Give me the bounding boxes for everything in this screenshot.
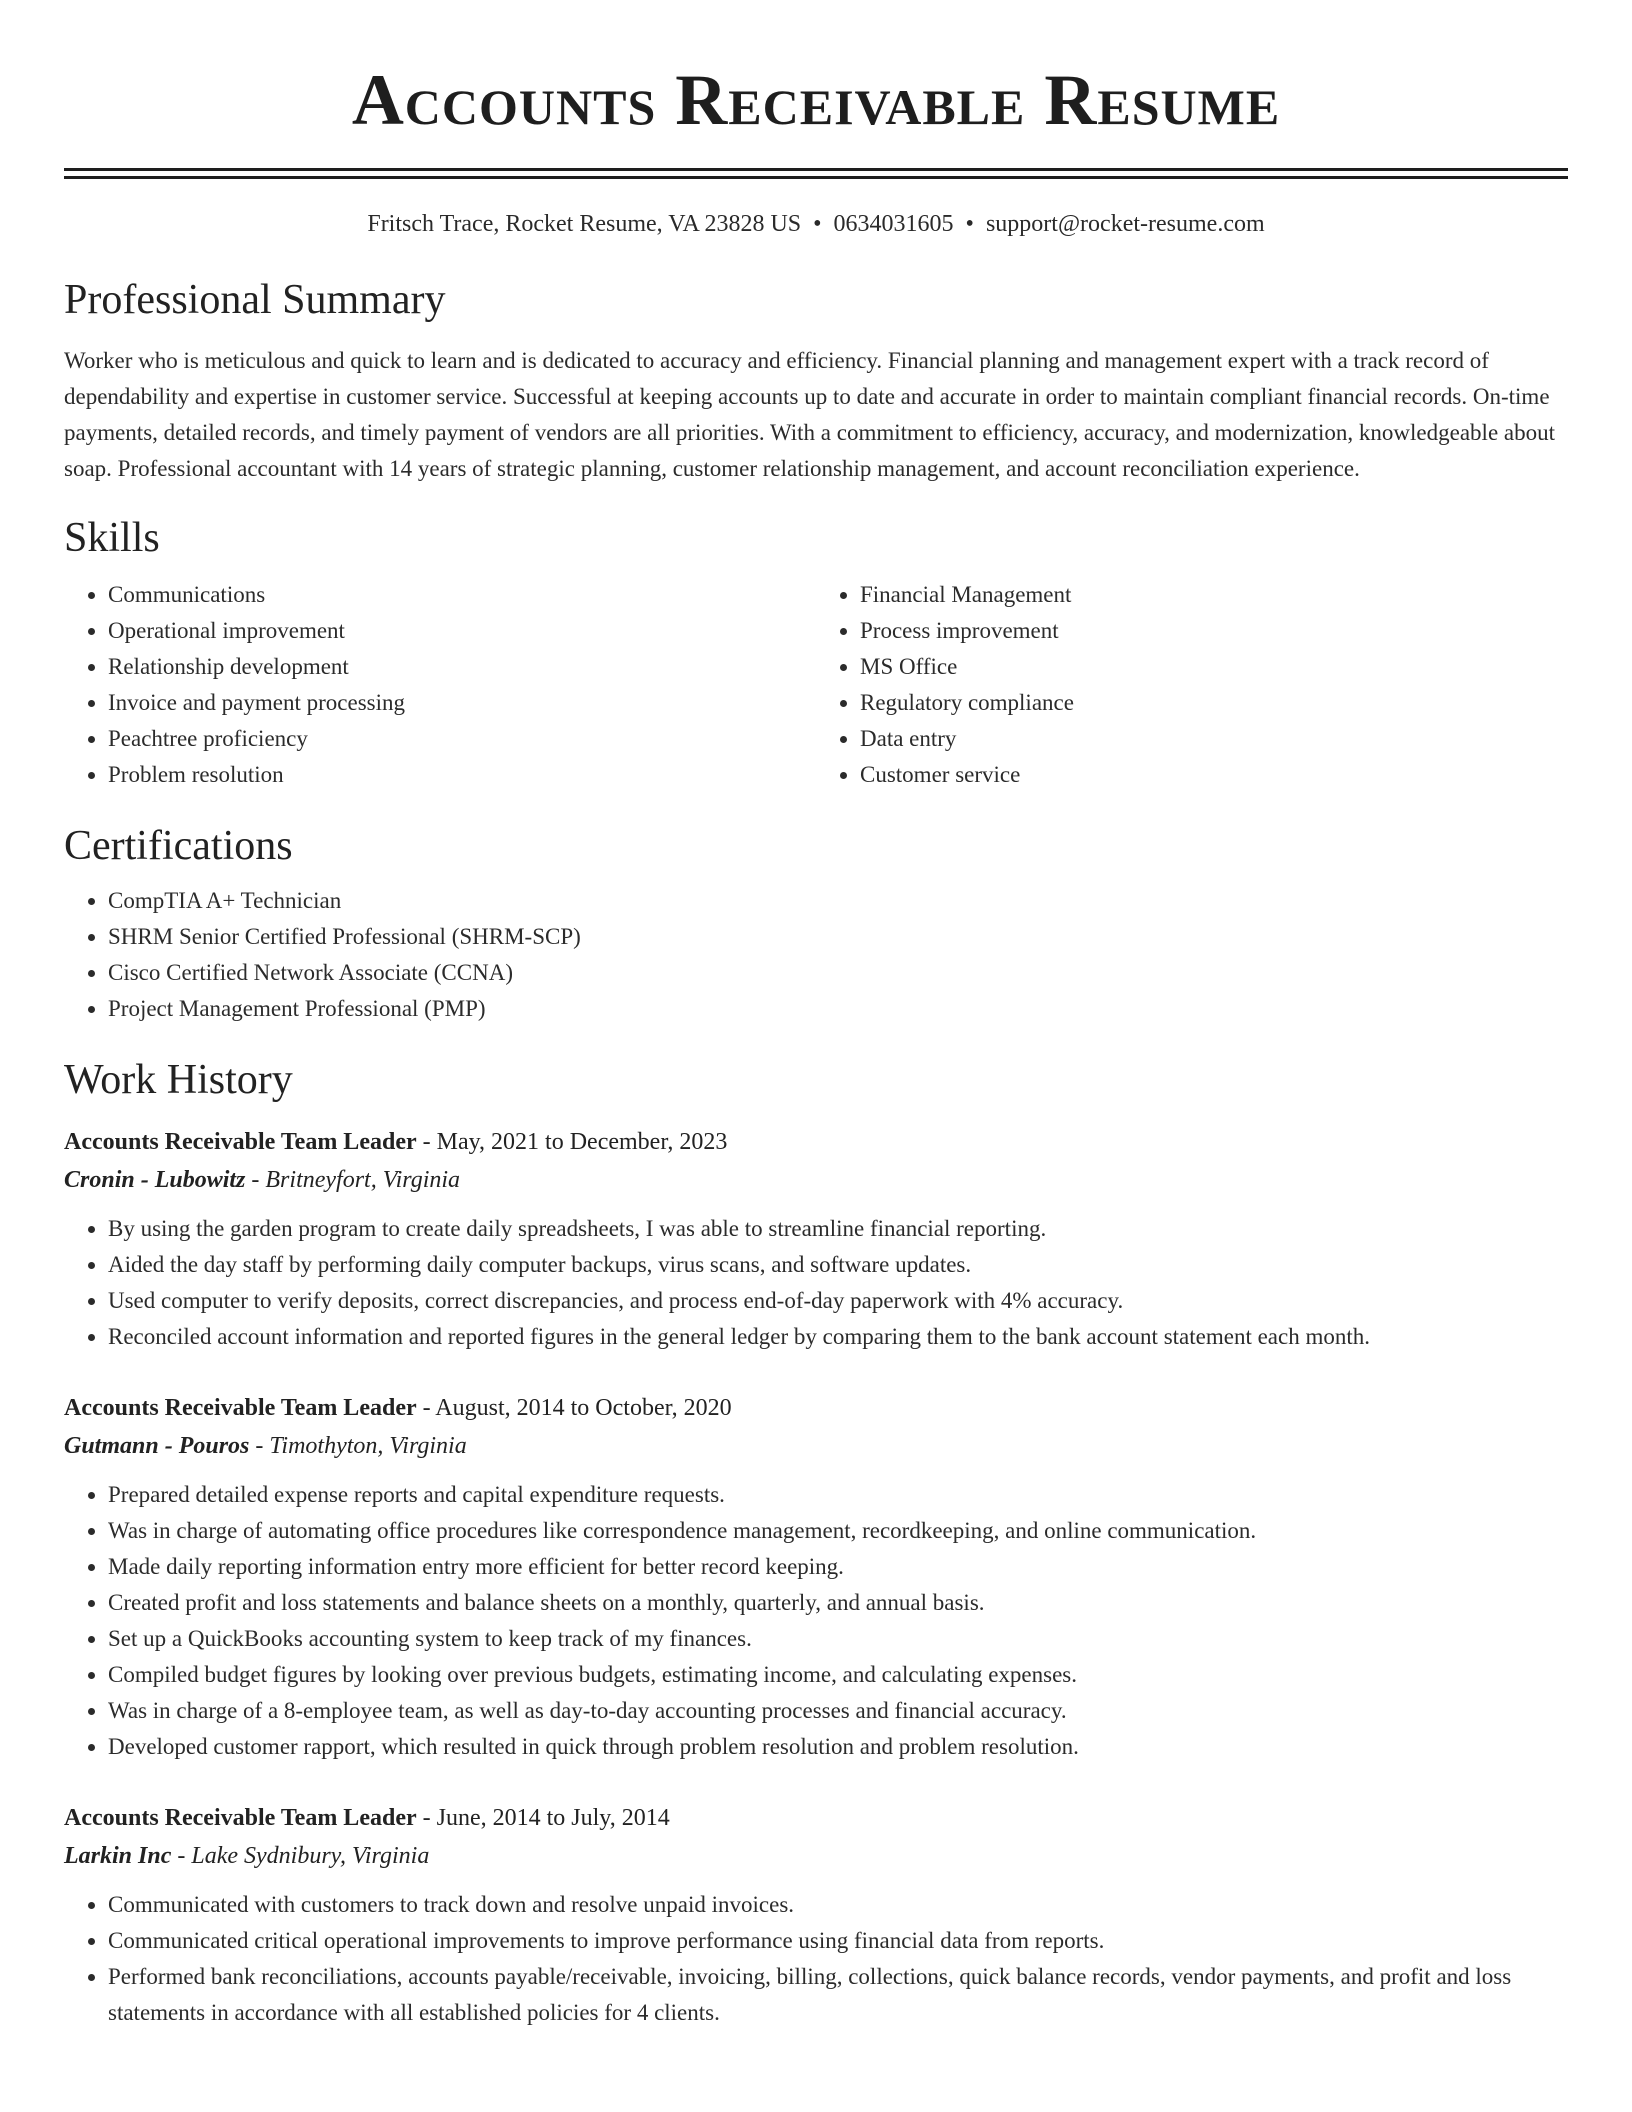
company-line	[64, 1427, 1568, 1465]
job-duty: • Set up a QuickBooks accounting system to keep track of my finances.	[108, 1621, 1568, 1657]
skill-item: • Peachtree proficiency	[108, 721, 816, 757]
job-entry	[64, 1123, 1568, 1355]
job-duty: • Made daily reporting information entry more efficient for better record keeping.	[108, 1549, 1568, 1585]
skill-item: • Operational improvement	[108, 613, 816, 649]
job-duty: • Created profit and loss statements and balance sheets on a monthly, quarterly, and annual basis.	[108, 1585, 1568, 1621]
job-duty: • Aided the day staff by performing daily computer backups, virus scans, and software updates.	[108, 1247, 1568, 1283]
skill-item: • Relationship development	[108, 649, 816, 685]
certification-item: • Project Management Professional (PMP)	[108, 991, 1568, 1027]
job-entry	[64, 1389, 1568, 1765]
title-divider-bottom	[64, 176, 1568, 179]
contact-phone: 0634031605	[833, 211, 954, 237]
job-title-line	[64, 1123, 1568, 1161]
job-duty: • Communicated with customers to track down and resolve unpaid invoices.	[108, 1887, 1568, 1923]
job-duty: • Communicated critical operational improvements to improve performance using financial data from reports.	[108, 1923, 1568, 1959]
job-duties-list	[64, 1211, 1568, 1355]
job-entry	[64, 1799, 1568, 2031]
skill-item: • Financial Management	[860, 577, 1568, 613]
skills-heading: Skills	[64, 515, 160, 561]
company-name: Cronin - Lubowitz	[64, 1167, 246, 1193]
skill-item: • Regulatory compliance	[860, 685, 1568, 721]
certifications-heading: Certifications	[64, 823, 293, 869]
company-location: - Timothyton, Virginia	[249, 1433, 467, 1459]
company-location: - Lake Sydnibury, Virginia	[171, 1843, 430, 1869]
certification-item: • SHRM Senior Certified Professional (SHRM-SCP)	[108, 919, 1568, 955]
company-line	[64, 1837, 1568, 1875]
certification-item: • CompTIA A+ Technician	[108, 883, 1568, 919]
skill-item: • Problem resolution	[108, 757, 816, 793]
company-name: Gutmann - Pouros	[64, 1433, 250, 1459]
certification-item: • Cisco Certified Network Associate (CCNA)	[108, 955, 1568, 991]
job-duty: • Was in charge of a 8-employee team, as well as day-to-day accounting processes and financial accuracy.	[108, 1693, 1568, 1729]
job-title: Accounts Receivable Team Leader	[64, 1129, 417, 1155]
title-divider-top	[64, 168, 1568, 171]
skill-item: • Invoice and payment processing	[108, 685, 816, 721]
summary-text: Worker who is meticulous and quick to learn and is dedicated to accuracy and efficiency. Financial planning and management expert with a track record of dependability and expertise in customer service. Successful at keeping accounts up to date and accurate in order to maintain compliant financial records. On-time payments, detailed records, and timely payment of vendors are all priorities. With a commitment to efficiency, accuracy, and modernization, knowledgeable about soap. Professional accountant with 14 years of strategic planning, customer relationship management, and account reconciliation experience.	[64, 348, 1556, 481]
job-title-line	[64, 1389, 1568, 1427]
job-duties-list	[64, 1477, 1568, 1765]
summary-heading: Professional Summary	[64, 277, 446, 323]
contact-email: support@rocket-resume.com	[985, 211, 1265, 237]
skills-column-right	[816, 577, 1568, 793]
skill-item: • Communications	[108, 577, 816, 613]
job-dates: - June, 2014 to July, 2014	[416, 1805, 670, 1831]
job-duty: • Developed customer rapport, which resulted in quick through problem resolution and problem resolution.	[108, 1729, 1568, 1765]
job-duty: • Used computer to verify deposits, correct discrepancies, and process end-of-day paperwork with 4% accuracy.	[108, 1283, 1568, 1319]
work-history-heading: Work History	[64, 1057, 293, 1103]
job-duty: • Reconciled account information and reported figures in the general ledger by comparing them to the bank account statement each month.	[108, 1319, 1568, 1355]
job-duty: • By using the garden program to create daily spreadsheets, I was able to streamline financial reporting.	[108, 1211, 1568, 1247]
job-duty: • Was in charge of automating office procedures like correspondence management, recordkeeping, and online communication.	[108, 1513, 1568, 1549]
contact-address: Fritsch Trace, Rocket Resume, VA 23828 US	[367, 211, 802, 237]
certifications-list	[64, 883, 1568, 1027]
job-title-line	[64, 1799, 1568, 1837]
job-dates: - August, 2014 to October, 2020	[416, 1395, 732, 1421]
skill-item: • Process improvement	[860, 613, 1568, 649]
job-duties-list	[64, 1887, 1568, 2031]
company-line	[64, 1161, 1568, 1199]
contact-separator: •	[813, 211, 822, 237]
job-dates: - May, 2021 to December, 2023	[416, 1129, 728, 1155]
company-location: - Britneyfort, Virginia	[245, 1167, 461, 1193]
skill-item: • MS Office	[860, 649, 1568, 685]
job-duty: • Prepared detailed expense reports and capital expenditure requests.	[108, 1477, 1568, 1513]
skills-column-left	[64, 577, 816, 793]
job-duty: • Compiled budget figures by looking over previous budgets, estimating income, and calculating expenses.	[108, 1657, 1568, 1693]
job-title: Accounts Receivable Team Leader	[64, 1395, 417, 1421]
document-title: Accounts Receivable Resume	[351, 60, 1281, 140]
contact-line	[64, 209, 1568, 239]
skill-item: • Customer service	[860, 757, 1568, 793]
job-duty: • Performed bank reconciliations, accounts payable/receivable, invoicing, billing, collections, quick balance records, vendor payments, and profit and loss statements in accordance with all established policies for 4 clients.	[108, 1959, 1568, 2031]
contact-separator: •	[965, 211, 974, 237]
skills-grid	[64, 577, 1568, 793]
skill-item: • Data entry	[860, 721, 1568, 757]
job-title: Accounts Receivable Team Leader	[64, 1805, 417, 1831]
company-name: Larkin Inc	[64, 1843, 172, 1869]
